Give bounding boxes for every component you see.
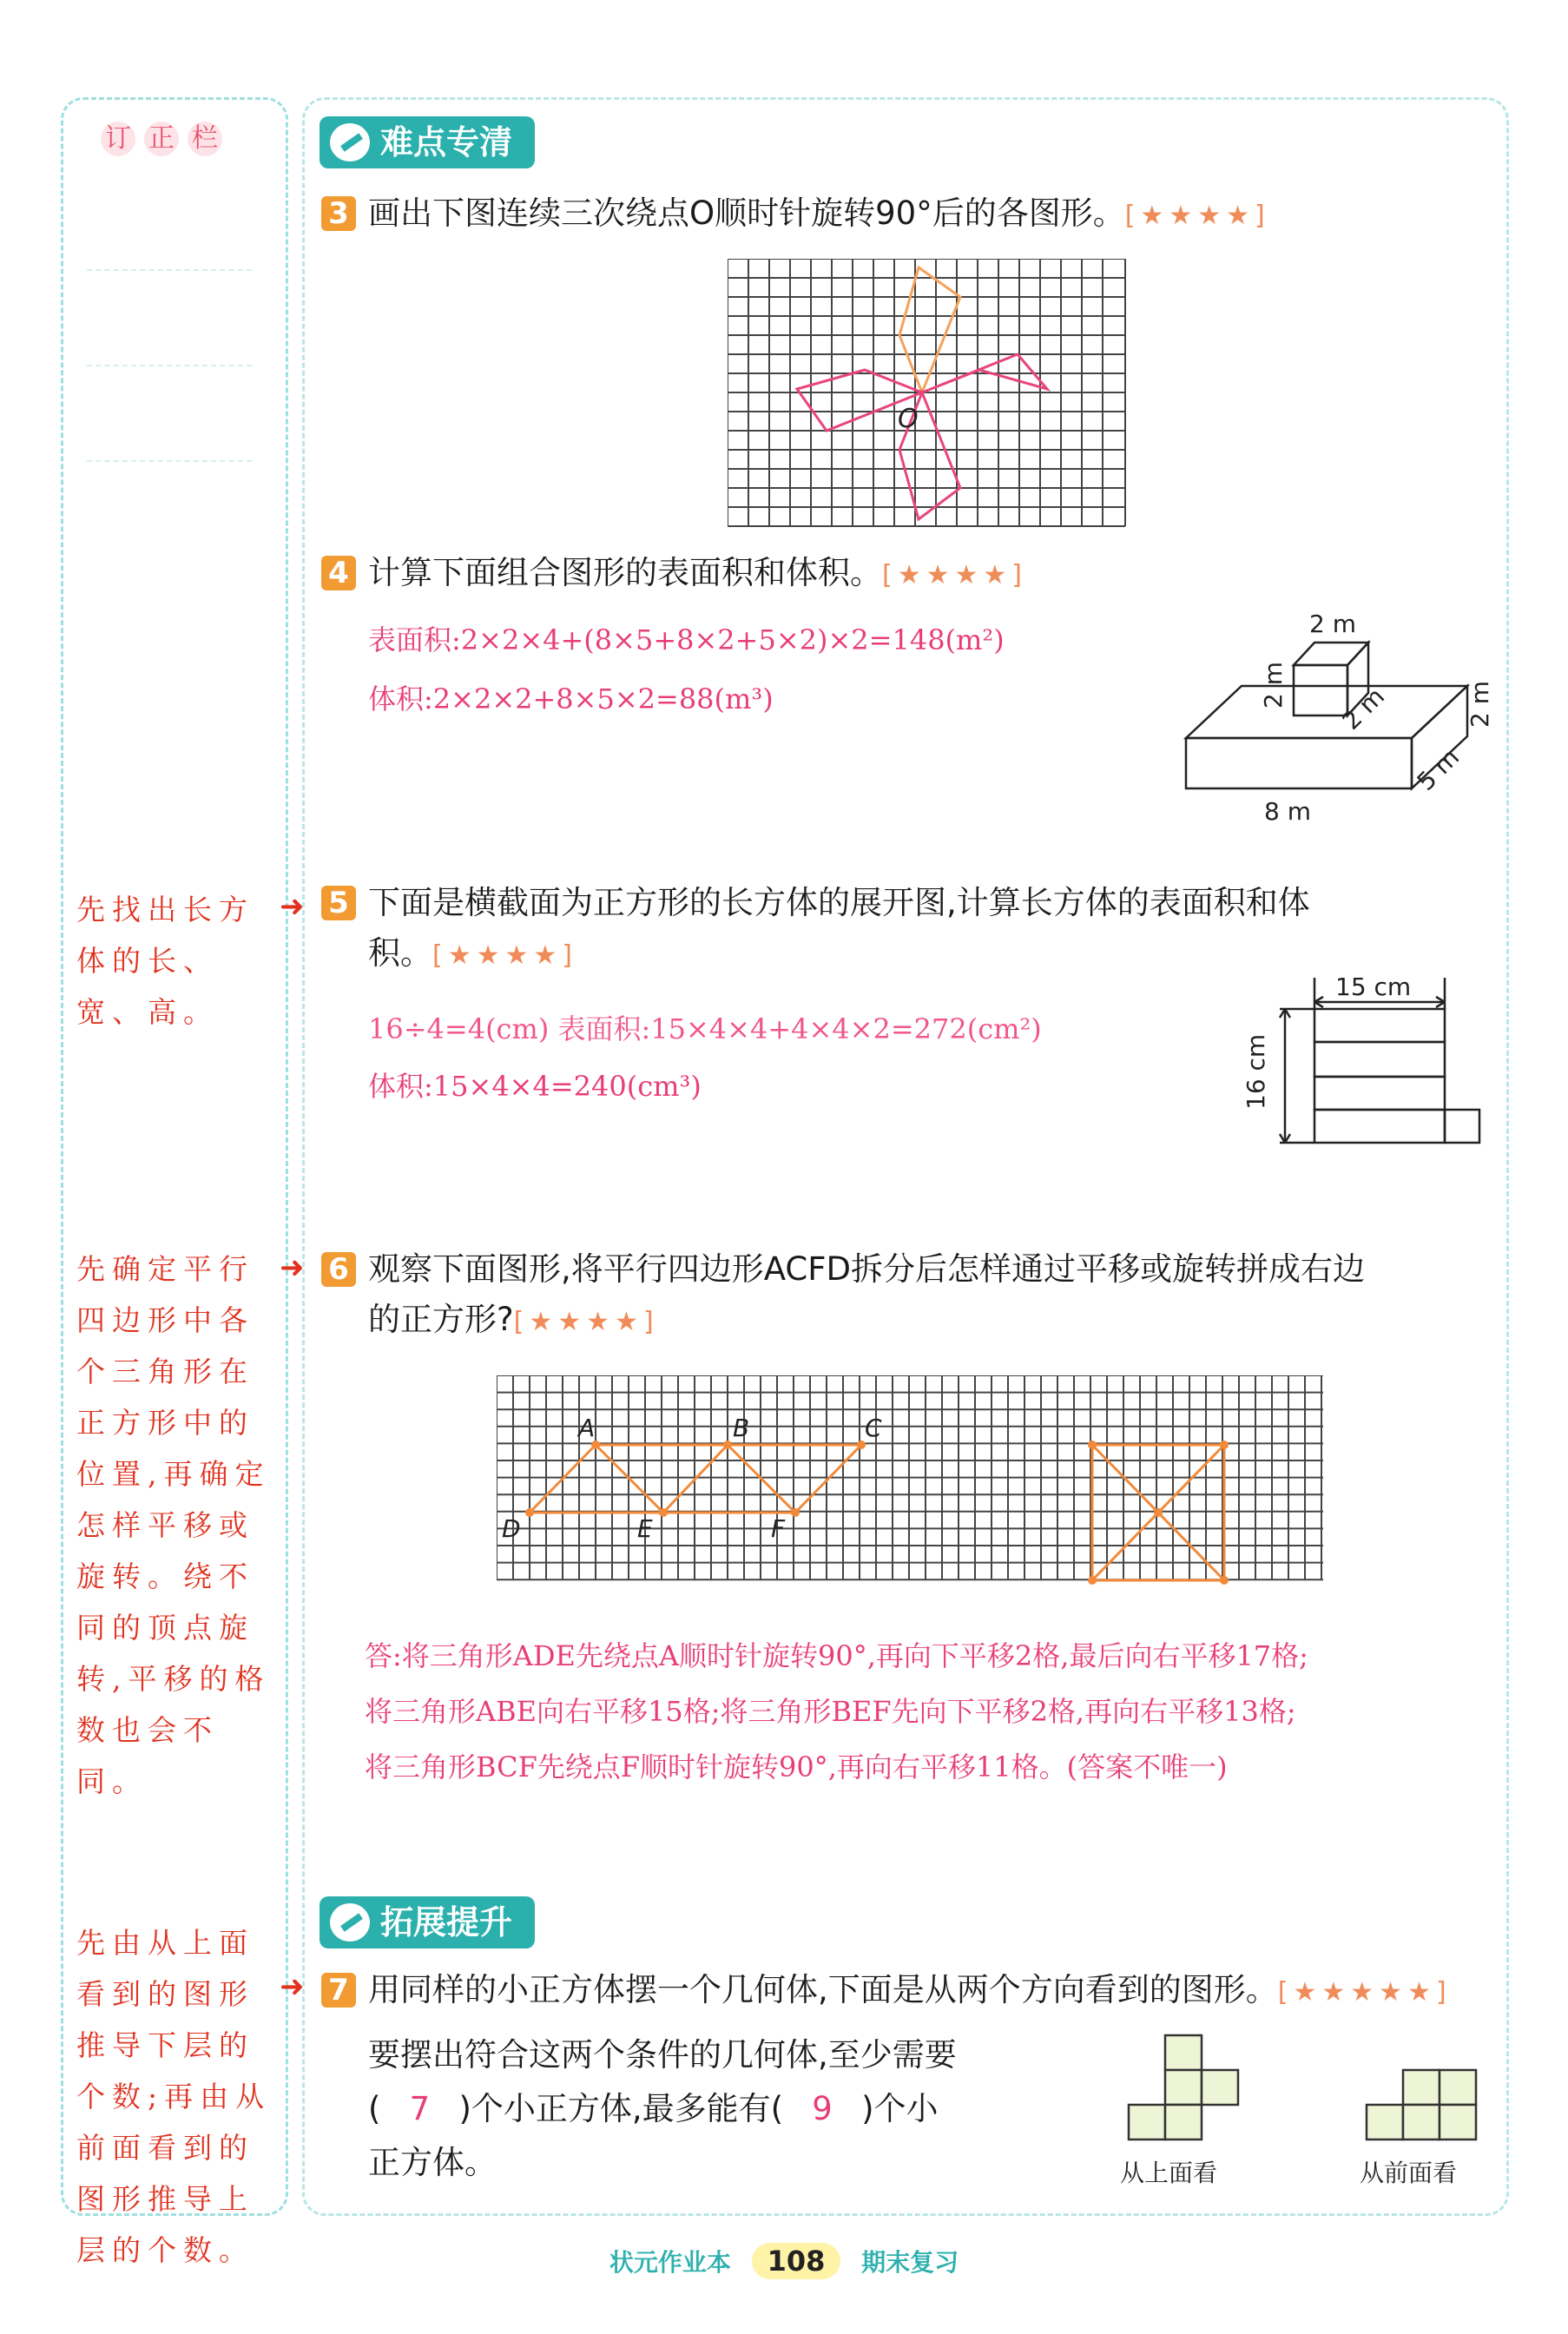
question-text: 正方体。 <box>368 2144 497 2181</box>
views-figure <box>1120 2028 1502 2193</box>
stars-icon: ★★★★★ <box>1293 1977 1436 2008</box>
stars-icon: ★★★★ <box>529 1307 643 1337</box>
section-banner-hard <box>320 116 535 168</box>
view-top-label: 从上面看 <box>1120 2159 1218 2187</box>
question-5-text <box>368 878 1497 981</box>
point-label: F <box>771 1514 786 1543</box>
question-number: 4 <box>321 556 356 590</box>
pencil-icon <box>330 123 370 162</box>
stars-icon: ★★★★ <box>897 560 1012 590</box>
dim-label: 2 m <box>1466 681 1494 728</box>
difficulty-stars: [★★★★] <box>432 940 578 971</box>
q6-answer-line2: 将三角形ABE向右平移15格;将三角形BEF先向下平移2格,再向右平移13格; <box>365 1695 1296 1728</box>
question-7-body <box>368 2028 957 2190</box>
q5-answer-line1: 16÷4=4(cm) 表面积:15×4×4+4×4×2=272(cm²) <box>368 1012 1042 1045</box>
question-text: 下面是横截面为正方形的长方体的展开图,计算长方体的表面积和体 <box>368 884 1310 921</box>
correction-column <box>61 97 288 2216</box>
dim-label: 2 m <box>1336 682 1391 735</box>
arrow-icon: ➜ <box>280 889 305 924</box>
banner-label: 难点专清 <box>380 123 513 162</box>
dim-label: 2 m <box>1259 662 1288 709</box>
point-label: A <box>578 1414 596 1442</box>
difficulty-stars: [★★★★] <box>882 560 1028 590</box>
stars-icon: ★★★★ <box>447 940 563 971</box>
question-number: 3 <box>321 196 356 231</box>
question-number: 6 <box>321 1252 356 1287</box>
q4-answer-surface: 表面积:2×2×4+(8×5+8×2+5×2)×2=148(m²) <box>368 623 1005 656</box>
q4-answer-volume: 体积:2×2×2+8×5×2=88(m³) <box>368 682 774 715</box>
banner-label: 拓展提升 <box>380 1903 513 1942</box>
paren: ( <box>368 2090 381 2127</box>
title-char: 订 <box>101 122 135 156</box>
question-text: 画出下图连续三次绕点O顺时针旋转90°后的各图形。 <box>368 194 1125 232</box>
page-footer <box>0 2243 1568 2279</box>
page-number: 108 <box>752 2243 841 2279</box>
difficulty-stars: [★★★★] <box>1124 201 1270 231</box>
arrow-icon: ➜ <box>280 1250 305 1285</box>
question-text: )个小正方体,最多能有( <box>458 2090 784 2127</box>
question-text: )个小 <box>861 2090 939 2127</box>
question-text: 要摆出符合这两个条件的几何体,至少需要 <box>368 2036 957 2074</box>
divider <box>87 460 252 462</box>
answer-max: 9 <box>812 2090 833 2127</box>
question-text: 计算下面组合图形的表面积和体积。 <box>368 554 882 591</box>
hint-q6: 先确定平行四边形中各个三角形在正方形中的位置,再确定怎样平移或旋转。绕不同的顶点旋转,平移的格数也会不同。 <box>76 1252 271 1798</box>
q6-answer-line3: 将三角形BCF先绕点F顺时针旋转90°,再向右平移11格。(答案不唯一) <box>365 1750 1228 1783</box>
dim-label: 8 m <box>1264 797 1311 826</box>
view-front-label: 从前面看 <box>1360 2159 1458 2187</box>
pencil-icon <box>330 1903 370 1942</box>
dim-label: 16 cm <box>1242 1033 1270 1110</box>
point-o-label: O <box>898 404 919 434</box>
point-label: C <box>865 1414 882 1442</box>
rotation-grid <box>728 259 1129 530</box>
arrow-icon: ➜ <box>280 1969 305 2004</box>
question-4-text <box>368 548 1027 601</box>
question-text: 观察下面图形,将平行四边形ACFD拆分后怎样通过平移或旋转拼成右边 <box>368 1250 1366 1288</box>
footer-book-name: 状元作业本 <box>609 2248 731 2277</box>
question-number: 7 <box>321 1973 356 2008</box>
q6-answer-line1: 答:将三角形ADE先绕点A顺时针旋转90°,再向下平移2格,最后向右平移17格; <box>365 1639 1308 1672</box>
point-label: B <box>733 1414 750 1442</box>
dim-label: 2 m <box>1309 610 1356 638</box>
section-banner-extend <box>320 1896 535 1948</box>
footer-section: 期末复习 <box>861 2248 959 2277</box>
question-6-text <box>368 1244 1497 1348</box>
hint-q7: 先由从上面看到的图形推导下层的个数;再由从前面看到的图形推导上层的个数。 <box>76 1926 272 2267</box>
dim-label: 15 cm <box>1335 972 1412 1001</box>
correction-title <box>101 122 231 156</box>
answer-min: 7 <box>409 2090 431 2127</box>
point-label: D <box>502 1514 521 1543</box>
divider <box>87 365 252 366</box>
difficulty-stars: [★★★★] <box>513 1307 659 1337</box>
question-3-text <box>368 188 1270 241</box>
question-text: 的正方形? <box>368 1301 514 1338</box>
stars-icon: ★★★★ <box>1140 201 1255 231</box>
title-char: 栏 <box>188 122 222 156</box>
question-number: 5 <box>321 886 356 920</box>
question-text: 积。 <box>368 934 432 972</box>
divider <box>87 269 252 271</box>
parallelogram-grid <box>497 1375 1327 1610</box>
title-char: 正 <box>144 122 179 156</box>
difficulty-stars: [★★★★★] <box>1277 1977 1452 2008</box>
dim-label: 5 m <box>1411 742 1466 796</box>
hint-q5: 先找出长方体的长、宽、高。 <box>76 893 254 1029</box>
question-text: 用同样的小正方体摆一个几何体,下面是从两个方向看到的图形。 <box>368 1971 1278 2008</box>
q5-answer-line2: 体积:15×4×4=240(cm³) <box>368 1070 702 1103</box>
combined-solid-figure <box>1163 599 1511 834</box>
question-7-text <box>368 1965 1452 2018</box>
cuboid-net-figure <box>1233 971 1485 1153</box>
point-label: E <box>637 1514 653 1543</box>
